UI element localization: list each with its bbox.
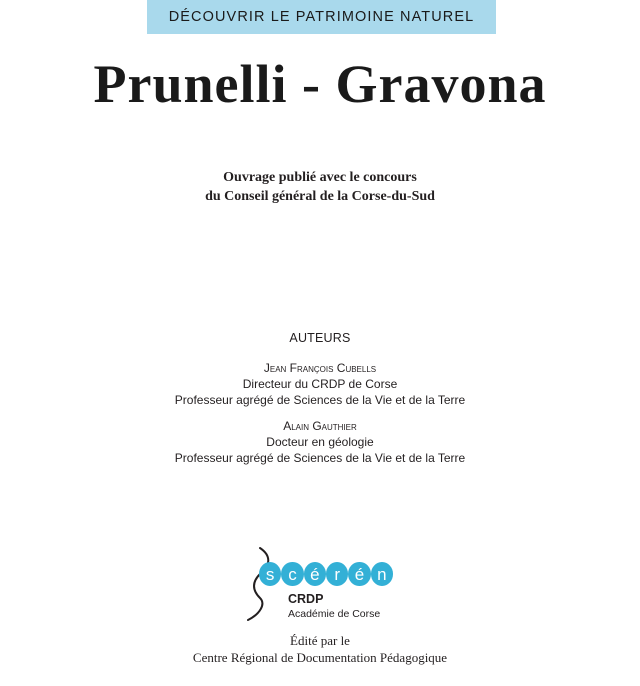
edited-by [0, 632, 640, 666]
book-title: Prunelli - Gravona [93, 54, 547, 114]
edited-by-line-1: Édité par le [290, 633, 350, 648]
authors-section [0, 330, 640, 476]
sceren-crdp-logo [246, 546, 406, 622]
edited-by-line-2: Centre Régional de Documentation Pédagogique [192, 650, 448, 665]
support-line-1: Ouvrage publié avec le concours [223, 170, 417, 185]
author-entry [0, 360, 640, 408]
authors-heading: AUTEURS [289, 331, 351, 345]
series-banner [147, 0, 496, 34]
author-entry [0, 418, 640, 466]
sceren-letters [259, 562, 393, 588]
author-role: Directeur du CRDP de Corse [242, 377, 398, 391]
support-line-2: du Conseil général de la Corse-du-Sud [205, 189, 435, 204]
author-name: Jean François Cubells [263, 361, 377, 375]
logo-letter: é [348, 562, 370, 586]
logo-letter: r [326, 562, 348, 586]
author-name: Alain Gauthier [283, 419, 357, 433]
logo-academy: Académie de Corse [288, 608, 381, 620]
logo-letter: n [371, 562, 393, 586]
author-role: Docteur en géologie [266, 435, 374, 449]
author-role: Professeur agrégé de Sciences de la Vie et de la Terre [174, 393, 466, 407]
logo-letter: é [304, 562, 326, 586]
logo-letter: s [259, 562, 281, 586]
logo-letter: c [281, 562, 303, 586]
support-statement [0, 168, 640, 206]
author-role: Professeur agrégé de Sciences de la Vie et de la Terre [174, 451, 466, 465]
logo-org: CRDP [288, 592, 324, 606]
series-banner-text: DÉCOUVRIR LE PATRIMOINE NATUREL [168, 9, 475, 25]
